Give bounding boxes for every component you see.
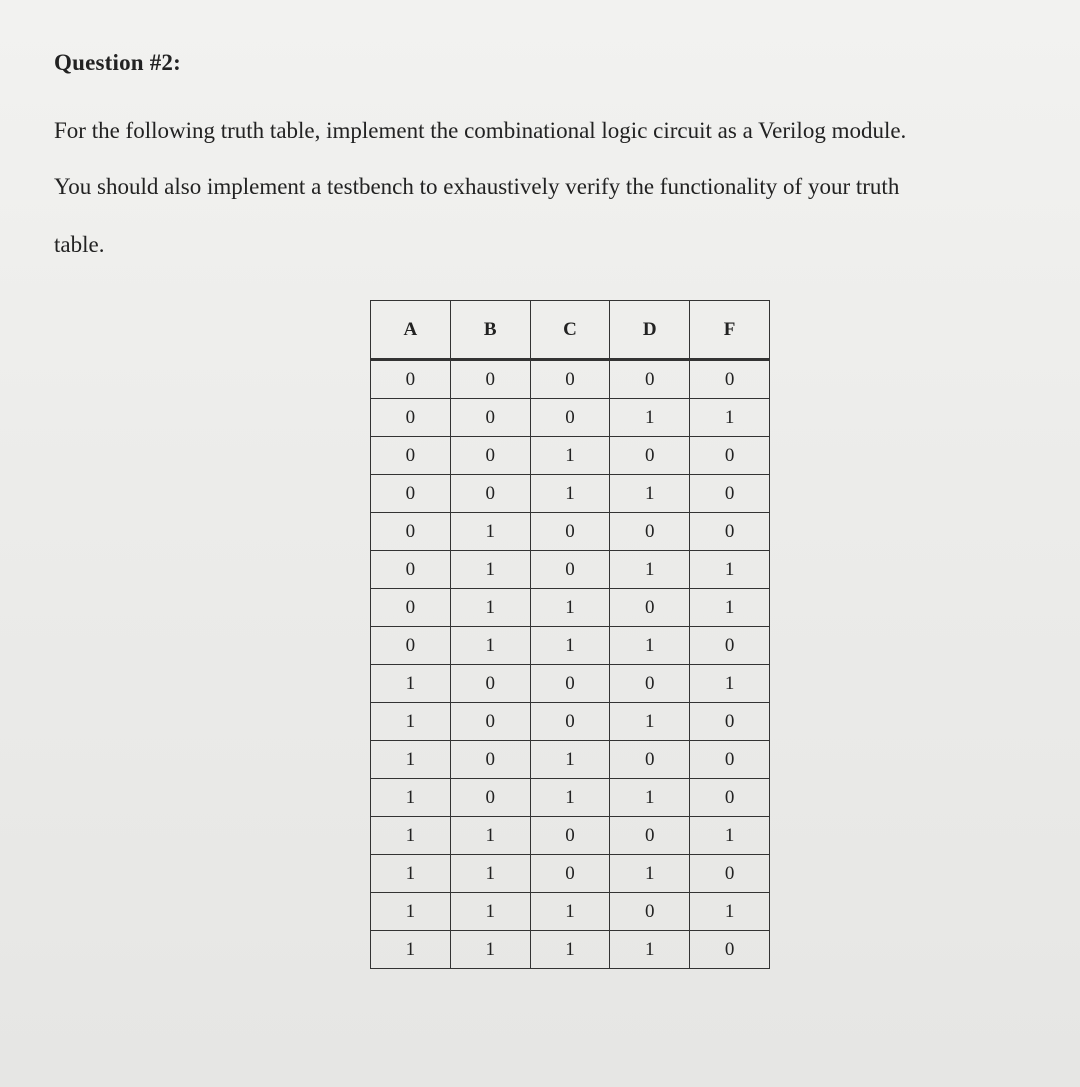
table-cell-c: 0 <box>530 817 610 855</box>
table-cell-d: 0 <box>610 817 690 855</box>
table-cell-a: 0 <box>371 589 451 627</box>
table-cell-c: 1 <box>530 779 610 817</box>
table-cell-c: 0 <box>530 551 610 589</box>
table-cell-f: 1 <box>690 665 770 703</box>
table-cell-c: 0 <box>530 360 610 399</box>
table-row <box>371 931 770 969</box>
table-cell-c: 1 <box>530 893 610 931</box>
table-cell-f: 0 <box>690 627 770 665</box>
table-row <box>371 741 770 779</box>
table-cell-a: 1 <box>371 703 451 741</box>
header-b: B <box>450 301 530 360</box>
table-cell-b: 0 <box>450 360 530 399</box>
table-cell-d: 0 <box>610 360 690 399</box>
table-cell-f: 1 <box>690 399 770 437</box>
table-cell-b: 0 <box>450 703 530 741</box>
table-cell-c: 0 <box>530 399 610 437</box>
table-body <box>371 360 770 969</box>
table-cell-a: 0 <box>371 513 451 551</box>
table-cell-c: 1 <box>530 589 610 627</box>
table-cell-f: 0 <box>690 855 770 893</box>
table-cell-c: 0 <box>530 855 610 893</box>
table-cell-d: 0 <box>610 665 690 703</box>
table-cell-b: 0 <box>450 779 530 817</box>
truth-table <box>370 300 770 969</box>
table-cell-b: 0 <box>450 437 530 475</box>
table-row <box>371 855 770 893</box>
question-title: Question #2: <box>54 50 181 75</box>
header-d: D <box>610 301 690 360</box>
table-cell-f: 1 <box>690 551 770 589</box>
table-row <box>371 589 770 627</box>
instruction-line-2: You should also implement a testbench to exhaustively verify the functionality of your truth <box>54 174 900 199</box>
table-cell-d: 0 <box>610 741 690 779</box>
table-cell-a: 0 <box>371 437 451 475</box>
table-row <box>371 399 770 437</box>
table-cell-d: 0 <box>610 589 690 627</box>
table-cell-a: 1 <box>371 741 451 779</box>
table-cell-d: 1 <box>610 399 690 437</box>
table-cell-d: 0 <box>610 437 690 475</box>
header-f: F <box>690 301 770 360</box>
table-cell-f: 0 <box>690 931 770 969</box>
table-cell-b: 1 <box>450 513 530 551</box>
table-row <box>371 893 770 931</box>
table-cell-d: 0 <box>610 893 690 931</box>
table-cell-c: 0 <box>530 513 610 551</box>
instruction-line-3: table. <box>54 232 105 257</box>
table-row <box>371 703 770 741</box>
table-cell-c: 1 <box>530 741 610 779</box>
table-cell-b: 1 <box>450 855 530 893</box>
table-cell-d: 1 <box>610 779 690 817</box>
table-cell-a: 1 <box>371 931 451 969</box>
table-cell-b: 0 <box>450 665 530 703</box>
table-cell-a: 1 <box>371 893 451 931</box>
table-row <box>371 817 770 855</box>
table-cell-f: 0 <box>690 437 770 475</box>
table-cell-f: 0 <box>690 741 770 779</box>
table-cell-f: 1 <box>690 817 770 855</box>
table-cell-b: 1 <box>450 551 530 589</box>
header-c: C <box>530 301 610 360</box>
table-row <box>371 475 770 513</box>
table-cell-c: 1 <box>530 627 610 665</box>
table-cell-d: 1 <box>610 931 690 969</box>
table-cell-d: 0 <box>610 513 690 551</box>
table-cell-b: 1 <box>450 817 530 855</box>
table-cell-f: 1 <box>690 589 770 627</box>
table-row <box>371 665 770 703</box>
table-cell-d: 1 <box>610 855 690 893</box>
table-cell-d: 1 <box>610 627 690 665</box>
table-cell-b: 0 <box>450 399 530 437</box>
table-row <box>371 437 770 475</box>
table-cell-c: 1 <box>530 475 610 513</box>
table-cell-c: 0 <box>530 665 610 703</box>
table-row <box>371 513 770 551</box>
table-cell-d: 1 <box>610 703 690 741</box>
table-cell-b: 1 <box>450 893 530 931</box>
header-row <box>371 301 770 360</box>
table-cell-b: 1 <box>450 627 530 665</box>
table-cell-a: 0 <box>371 360 451 399</box>
table-cell-d: 1 <box>610 551 690 589</box>
table-row <box>371 551 770 589</box>
header-a: A <box>371 301 451 360</box>
table-cell-c: 1 <box>530 437 610 475</box>
table-cell-d: 1 <box>610 475 690 513</box>
table-cell-b: 1 <box>450 589 530 627</box>
table-cell-f: 0 <box>690 703 770 741</box>
table-cell-f: 0 <box>690 513 770 551</box>
table-row <box>371 779 770 817</box>
table-cell-f: 0 <box>690 779 770 817</box>
table-cell-b: 0 <box>450 741 530 779</box>
table-row <box>371 627 770 665</box>
table-cell-a: 0 <box>371 551 451 589</box>
table-row <box>371 360 770 399</box>
table-cell-f: 0 <box>690 475 770 513</box>
table-cell-b: 1 <box>450 931 530 969</box>
table-cell-a: 1 <box>371 665 451 703</box>
table-cell-a: 1 <box>371 779 451 817</box>
table-cell-a: 1 <box>371 817 451 855</box>
table-cell-b: 0 <box>450 475 530 513</box>
table-cell-a: 0 <box>371 475 451 513</box>
table-cell-c: 0 <box>530 703 610 741</box>
table-cell-a: 0 <box>371 399 451 437</box>
table-cell-f: 0 <box>690 360 770 399</box>
table-cell-f: 1 <box>690 893 770 931</box>
table-cell-a: 1 <box>371 855 451 893</box>
instruction-line-1: For the following truth table, implement the combinational logic circuit as a Verilog module. <box>54 118 907 143</box>
table-cell-a: 0 <box>371 627 451 665</box>
table-cell-c: 1 <box>530 931 610 969</box>
